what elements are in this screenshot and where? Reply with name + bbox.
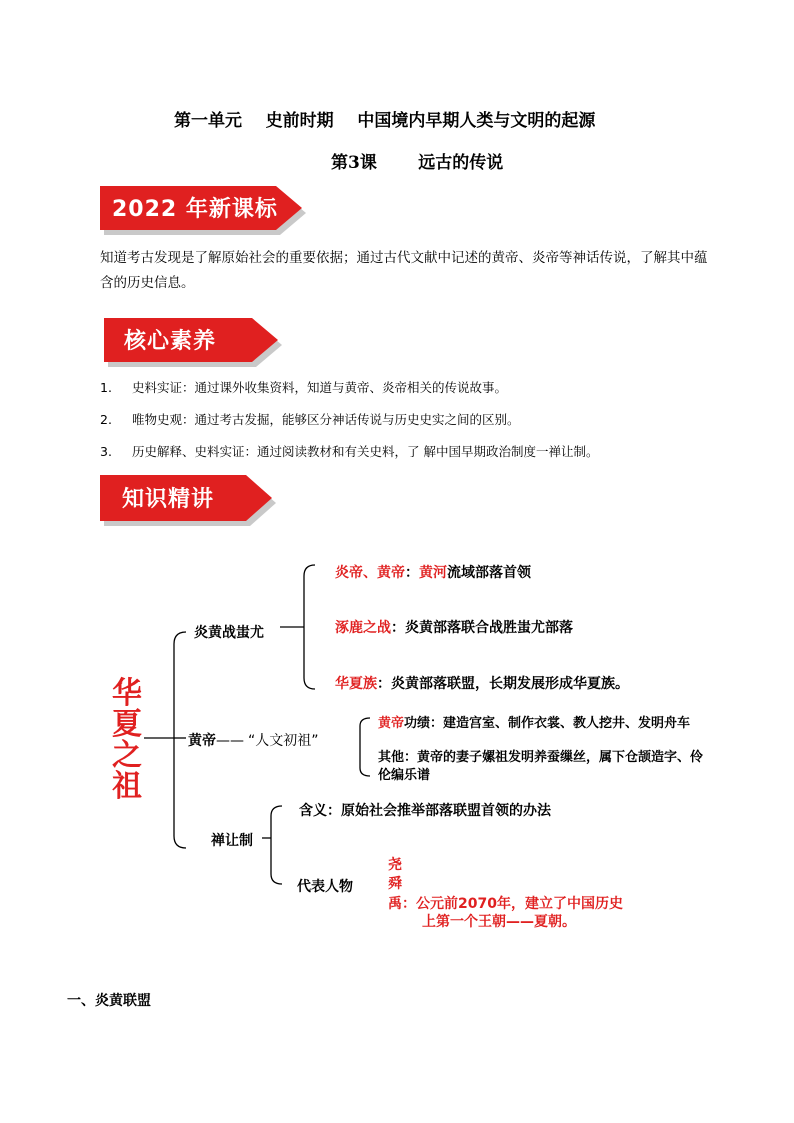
branch2-line1	[378, 712, 690, 731]
standard-paragraph: 知道考古发现是了解原始社会的重要依据；通过古代文献中记述的黄帝、炎帝等神话传说，了解其中蕴含的历史信息。	[100, 250, 708, 291]
rep-shun: 舜	[388, 876, 402, 892]
text-rest: ：炎黄部落联盟，长期发展形成华夏族。	[377, 676, 629, 692]
main-bracket	[174, 632, 186, 848]
section-heading: 一、炎黄联盟	[67, 993, 151, 1009]
branch2-label	[188, 730, 319, 750]
branch3-rep: 代表人物	[297, 879, 353, 895]
item-text: 史料实证：通过课外收集资料，知道与黄帝、炎帝相关的传说故事。	[132, 380, 508, 395]
text-sep: ：	[405, 565, 419, 581]
rep-yu-line2: 上第一个王朝——夏朝。	[422, 914, 576, 930]
item-text: 唯物史观：通过考古发掘，能够区分神话传说与历史史实之间的区别。	[132, 412, 520, 427]
branch1-line3	[335, 673, 629, 693]
text-rest: 流域部落首领	[447, 565, 531, 581]
branch2-title: 黄帝	[188, 733, 216, 749]
branch1-line1	[335, 562, 531, 582]
connector-dash: ——	[216, 733, 244, 749]
unit-title: 第一单元 史前时期 中国境内早期人类与文明的起源	[174, 111, 596, 131]
rep-yu: 禹：公元前2070年，建立了中国历史	[388, 896, 623, 912]
text-rest: 功绩：建造宫室、制作衣裳、教人挖井、发明舟车	[404, 716, 691, 731]
branch3-label: 禅让制	[211, 833, 253, 849]
item-number: 1.	[100, 380, 112, 395]
branch1-label: 炎黄战蚩尤	[194, 625, 264, 641]
text-red: 黄河	[419, 565, 447, 581]
item-number: 3.	[100, 444, 112, 459]
banner-knowledge-label: 知识精讲	[122, 487, 215, 512]
branch2-quote: “人文初祖”	[248, 733, 319, 749]
branch2-line2b: 伦编乐谱	[378, 768, 431, 783]
root-label: 华夏之祖	[112, 676, 142, 804]
text-rest: ：炎黄部落联合战胜蚩尤部落	[391, 620, 573, 636]
branch1-line2	[335, 617, 573, 637]
branch1-bracket	[304, 565, 315, 689]
text-red: 炎帝、黄帝	[335, 565, 405, 581]
banner-standard-label: 2022 年新课标	[112, 197, 278, 222]
branch3-meaning: 含义：原始社会推举部落联盟首领的办法	[299, 803, 551, 819]
text-red: 涿鹿之战	[335, 620, 391, 636]
rep-yao: 尧	[388, 857, 402, 873]
branch3-bracket	[271, 806, 282, 884]
text-red: 华夏族	[335, 676, 377, 692]
item-text: 历史解释、史料实证：通过阅读教材和有关史料，了 解中国早期政治制度一禅让制。	[132, 444, 599, 459]
lesson-title: 第3课 远古的传说	[331, 153, 504, 173]
item-number: 2.	[100, 412, 112, 427]
banner-core-label: 核心素养	[124, 329, 217, 354]
branch2-line2: 其他：黄帝的妻子嫘祖发明养蚕缫丝，属下仓颉造字、伶	[378, 750, 704, 765]
branch2-bracket	[360, 718, 370, 776]
text-red: 黄帝	[378, 716, 405, 731]
